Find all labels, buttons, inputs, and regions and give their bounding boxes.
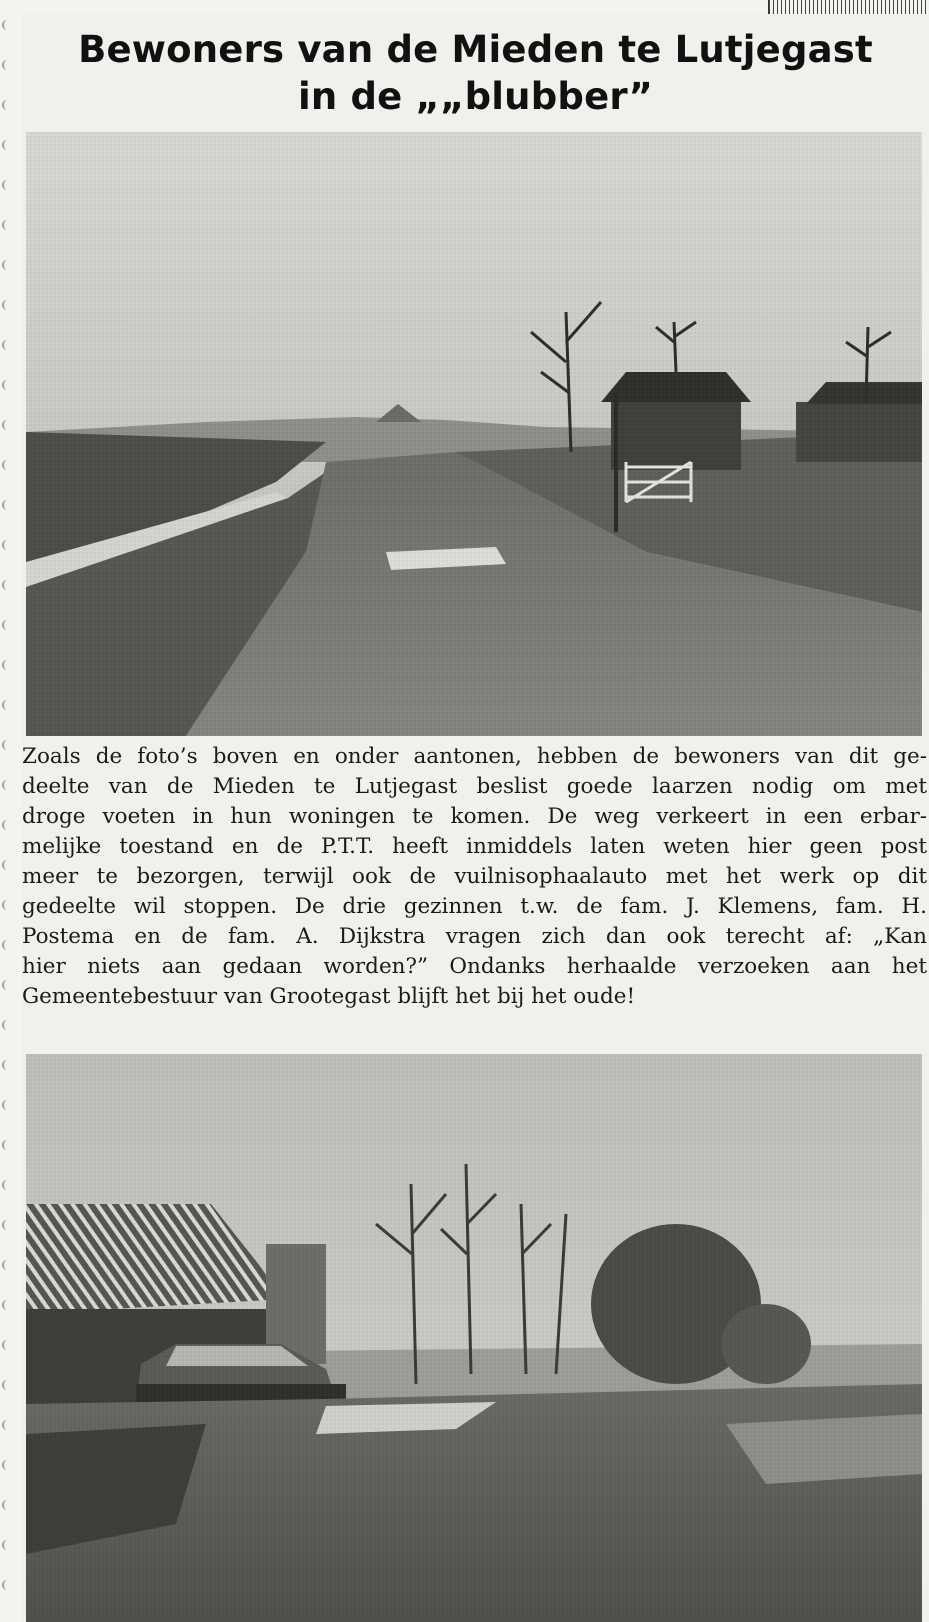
photo-bottom-illustration: [26, 1054, 922, 1622]
caption-line: droge voeten in hun woningen te komen. De weg verkeert in een erbar-: [22, 804, 927, 829]
caption-line: deelte van de Mieden te Lutjegast beslist goede laarzen nodig om met: [22, 774, 927, 799]
caption-line: melijke toestand en de P.T.T. heeft inmiddels laten weten hier geen post: [22, 834, 927, 859]
caption-line: gedeelte wil stoppen. De drie gezinnen t.w. de fam. J. Klemens, fam. H.: [22, 894, 927, 919]
caption-line: Gemeentebestuur van Grootegast blijft het bij het oude!: [22, 984, 636, 1009]
caption-line: Postema en de fam. A. Dijkstra vragen zich dan ook terecht af: „Kan: [22, 924, 927, 949]
photo-muddy-road-icon: [26, 132, 922, 736]
photo-top-illustration: [26, 132, 922, 736]
photo-caption: [22, 742, 929, 1012]
binding-holes: [0, 0, 18, 1622]
adjacent-clipping-edge: [768, 0, 929, 15]
caption-line: meer te bezorgen, terwijl ook de vuilnisophaalauto met het werk op dit: [22, 864, 927, 889]
headline-line-1: Bewoners van de Mieden te Lutjegast: [78, 28, 873, 71]
caption-line: Zoals de foto’s boven en onder aantonen, hebben de bewoners van dit ge-: [22, 744, 927, 769]
newspaper-clipping: [22, 14, 929, 1622]
caption-line: hier niets aan gedaan worden?” Ondanks herhaalde verzoeken aan het: [22, 954, 927, 979]
headline-line-2: in de „„blubber”: [297, 75, 654, 118]
photo-farmhouse-icon: [26, 1054, 922, 1622]
headline: [22, 26, 929, 120]
